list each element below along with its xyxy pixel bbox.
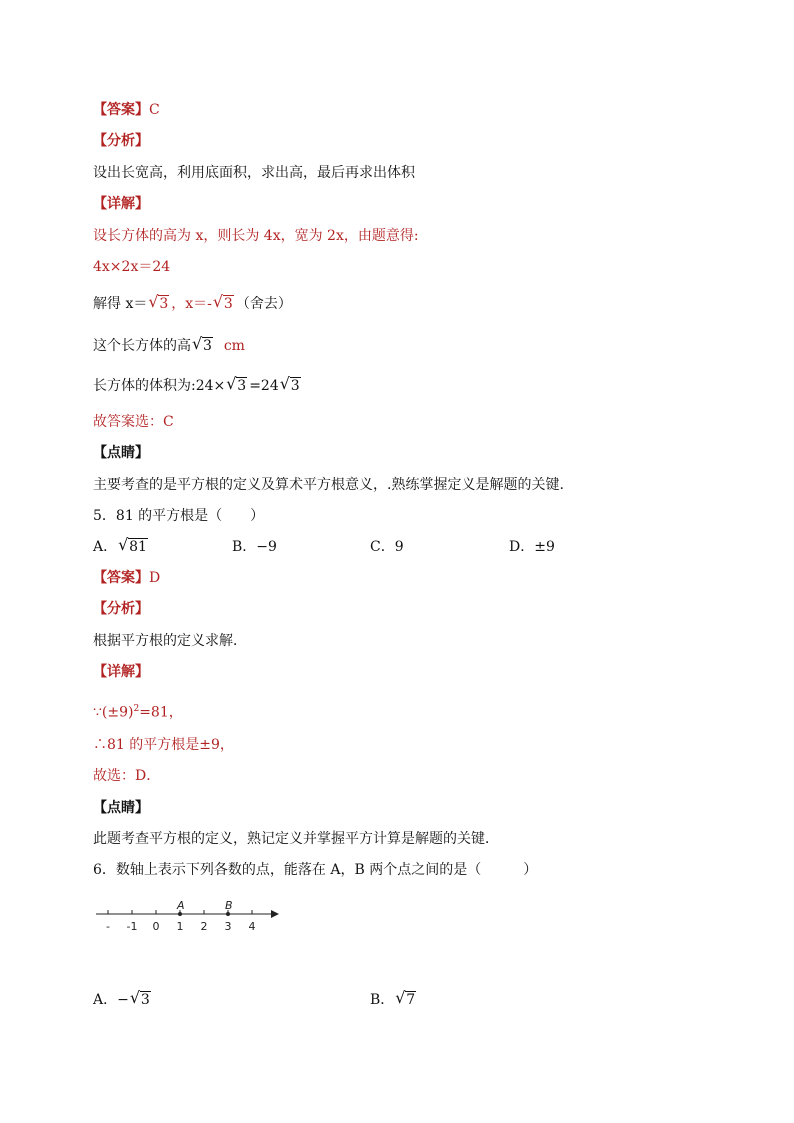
unit-cm: cm (223, 338, 245, 354)
sqrt-3-vol2: √ 3 (281, 376, 301, 396)
discard-note: （舍去） (235, 296, 292, 312)
q4-conclusion: 故答案选：C (93, 414, 174, 430)
q5-analysis-text: 根据平方根的定义求解． (93, 633, 247, 649)
q5-detail-tag: 【详解】 (93, 664, 149, 680)
q4-analysis-tag: 【分析】 (93, 133, 149, 149)
tick-label: -1 (126, 920, 138, 933)
q4-comment-tag: 【点睛】 (93, 445, 149, 461)
sqrt-7-option: √ 7 (396, 990, 416, 1010)
q4-detail-line3 (93, 294, 292, 314)
point-b-dot (226, 912, 230, 916)
tick-label: 3 (224, 920, 232, 933)
sqrt-3-neg: √ 3 (214, 294, 234, 314)
q4-detail-line2: 4x×2x＝24 (93, 259, 171, 275)
q4-detail-line5: 长方体的体积为:24×√ 3 =24√ 3 (93, 376, 303, 396)
sqrt-3: √ 3 (149, 294, 169, 314)
q5-stem: 5．81 的平方根是（ ） (93, 508, 265, 524)
q5-analysis-tag: 【分析】 (93, 601, 149, 617)
tick-label: 1 (176, 920, 184, 933)
solve-label: 解得 x＝ (93, 296, 148, 312)
number-line (93, 898, 293, 938)
q5-comment-tag: 【点睛】 (93, 800, 149, 816)
tick-label: 2 (200, 920, 208, 933)
q4-detail-tag: 【详解】 (93, 196, 149, 212)
q6-option-b: B．√ 7 (370, 990, 418, 1010)
tick-label: 0 (152, 920, 160, 933)
tick-label: 4 (248, 920, 256, 933)
q4-analysis-text: 设出长宽高，利用底面积，求出高，最后再求出体积 (93, 165, 415, 181)
q5-detail-line1: $\because(\pm 9)^2=81$， (93, 704, 183, 721)
sqrt-3-vol1: √ 3 (227, 376, 247, 396)
sqrt-3-option: √ 3 (131, 990, 151, 1010)
q4-answer (93, 100, 160, 120)
sqrt-81: √ 81 (119, 537, 148, 557)
q5-answer: 【答案】D (93, 570, 161, 586)
q4-comment-text: 主要考查的是平方根的定义及算术平方根意义，.熟练掌握定义是解题的关键. (93, 477, 564, 493)
neg-root-label: ，x＝- (171, 296, 212, 312)
q5-comment-text: 此题考查平方根的定义，熟记定义并掌握平方计算是解题的关键． (93, 831, 499, 847)
q5-conclusion: 故选：D． (93, 768, 161, 784)
q5-option-b: B．−9 (232, 539, 277, 555)
q5-option-a: A．√ 81 (93, 537, 150, 557)
q5-option-c: C．9 (370, 539, 404, 555)
tick-label: - (106, 920, 110, 933)
point-b-label: B (225, 899, 233, 912)
point-a-label: A (177, 899, 185, 912)
q4-detail-line1: 设长方体的高为 x，则长为 4x，宽为 2x，由题意得: (93, 228, 419, 244)
answer-tag: 【答案】 (93, 102, 149, 118)
q6-stem: 6．数轴上表示下列各数的点，能落在 A，B 两个点之间的是（ ） (93, 862, 538, 878)
sqrt-3-height: √ 3 (193, 336, 213, 356)
q4-detail-line4: 这个长方体的高√ 3 cm (93, 336, 245, 356)
q5-detail-line2: ∴81 的平方根是±9， (93, 737, 234, 753)
answer-value: C (149, 102, 160, 118)
point-a-dot (178, 912, 182, 916)
q6-option-a: A．−√ 3 (93, 990, 153, 1010)
q5-option-d: D．±9 (509, 539, 555, 555)
